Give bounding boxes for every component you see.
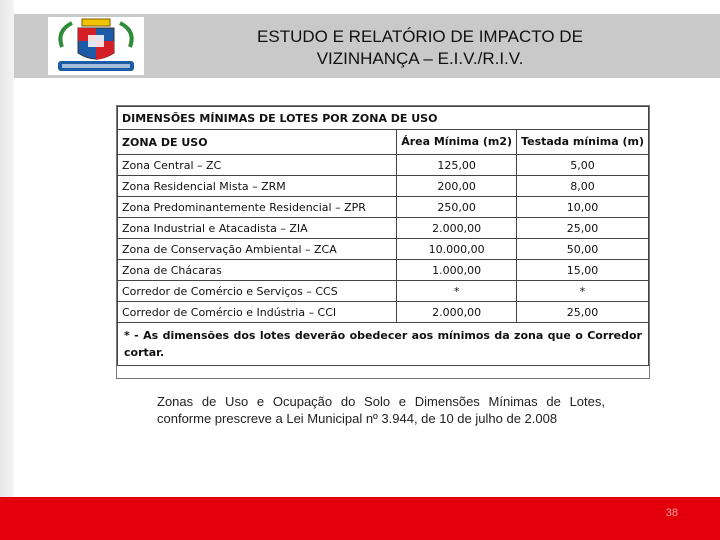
zone-cell: Zona de Conservação Ambiental – ZCA — [118, 239, 397, 260]
zone-cell: Corredor de Comércio e Serviços – CCS — [118, 281, 397, 302]
frontage-cell: * — [517, 281, 649, 302]
figure-caption: Zonas de Uso e Ocupação do Solo e Dimensões Mínimas de Lotes, conforme prescreve a Lei Municipal nº 3.944, de 10 de julho de 2.008 — [157, 394, 605, 426]
area-cell: 250,00 — [397, 197, 517, 218]
logo — [48, 17, 144, 75]
zone-cell: Zona de Chácaras — [118, 260, 397, 281]
left-decorative-strip — [0, 0, 14, 500]
area-cell: 200,00 — [397, 176, 517, 197]
zone-cell: Corredor de Comércio e Indústria – CCI — [118, 302, 397, 323]
title-line-1: ESTUDO E RELATÓRIO DE IMPACTO DE — [257, 27, 583, 46]
table-row — [118, 155, 649, 176]
page-number: 38 — [665, 507, 678, 519]
header-frontage: Testada mínima (m) — [517, 130, 649, 155]
area-cell: 2.000,00 — [397, 218, 517, 239]
page-title — [170, 26, 670, 70]
frontage-cell: 10,00 — [517, 197, 649, 218]
header-zone: ZONA DE USO — [118, 130, 397, 155]
frontage-cell: 5,00 — [517, 155, 649, 176]
frontage-cell: 8,00 — [517, 176, 649, 197]
footer-bar — [0, 497, 720, 540]
area-cell: 10.000,00 — [397, 239, 517, 260]
area-cell: 1.000,00 — [397, 260, 517, 281]
table-row — [118, 302, 649, 323]
table-title: DIMENSÕES MÍNIMAS DE LOTES POR ZONA DE USO — [118, 107, 649, 130]
area-cell: * — [397, 281, 517, 302]
zone-cell: Zona Predominantemente Residencial – ZPR — [118, 197, 397, 218]
table-row — [118, 176, 649, 197]
frontage-cell: 25,00 — [517, 302, 649, 323]
table-row — [118, 239, 649, 260]
frontage-cell: 50,00 — [517, 239, 649, 260]
lot-dimensions-table — [116, 105, 650, 379]
table-row — [118, 218, 649, 239]
header-area: Área Mínima (m2) — [397, 130, 517, 155]
table-row — [118, 197, 649, 218]
zone-cell: Zona Central – ZC — [118, 155, 397, 176]
frontage-cell: 25,00 — [517, 218, 649, 239]
area-cell: 125,00 — [397, 155, 517, 176]
area-cell: 2.000,00 — [397, 302, 517, 323]
zone-cell: Zona Residencial Mista – ZRM — [118, 176, 397, 197]
table-row — [118, 260, 649, 281]
frontage-cell: 15,00 — [517, 260, 649, 281]
zone-cell: Zona Industrial e Atacadista – ZIA — [118, 218, 397, 239]
table-row — [118, 281, 649, 302]
coat-of-arms-icon — [48, 17, 144, 75]
table-footnote: * - As dimensões dos lotes deverão obedecer aos mínimos da zona que o Corredor cortar. — [118, 323, 649, 366]
title-line-2: VIZINHANÇA – E.I.V./R.I.V. — [316, 49, 524, 68]
